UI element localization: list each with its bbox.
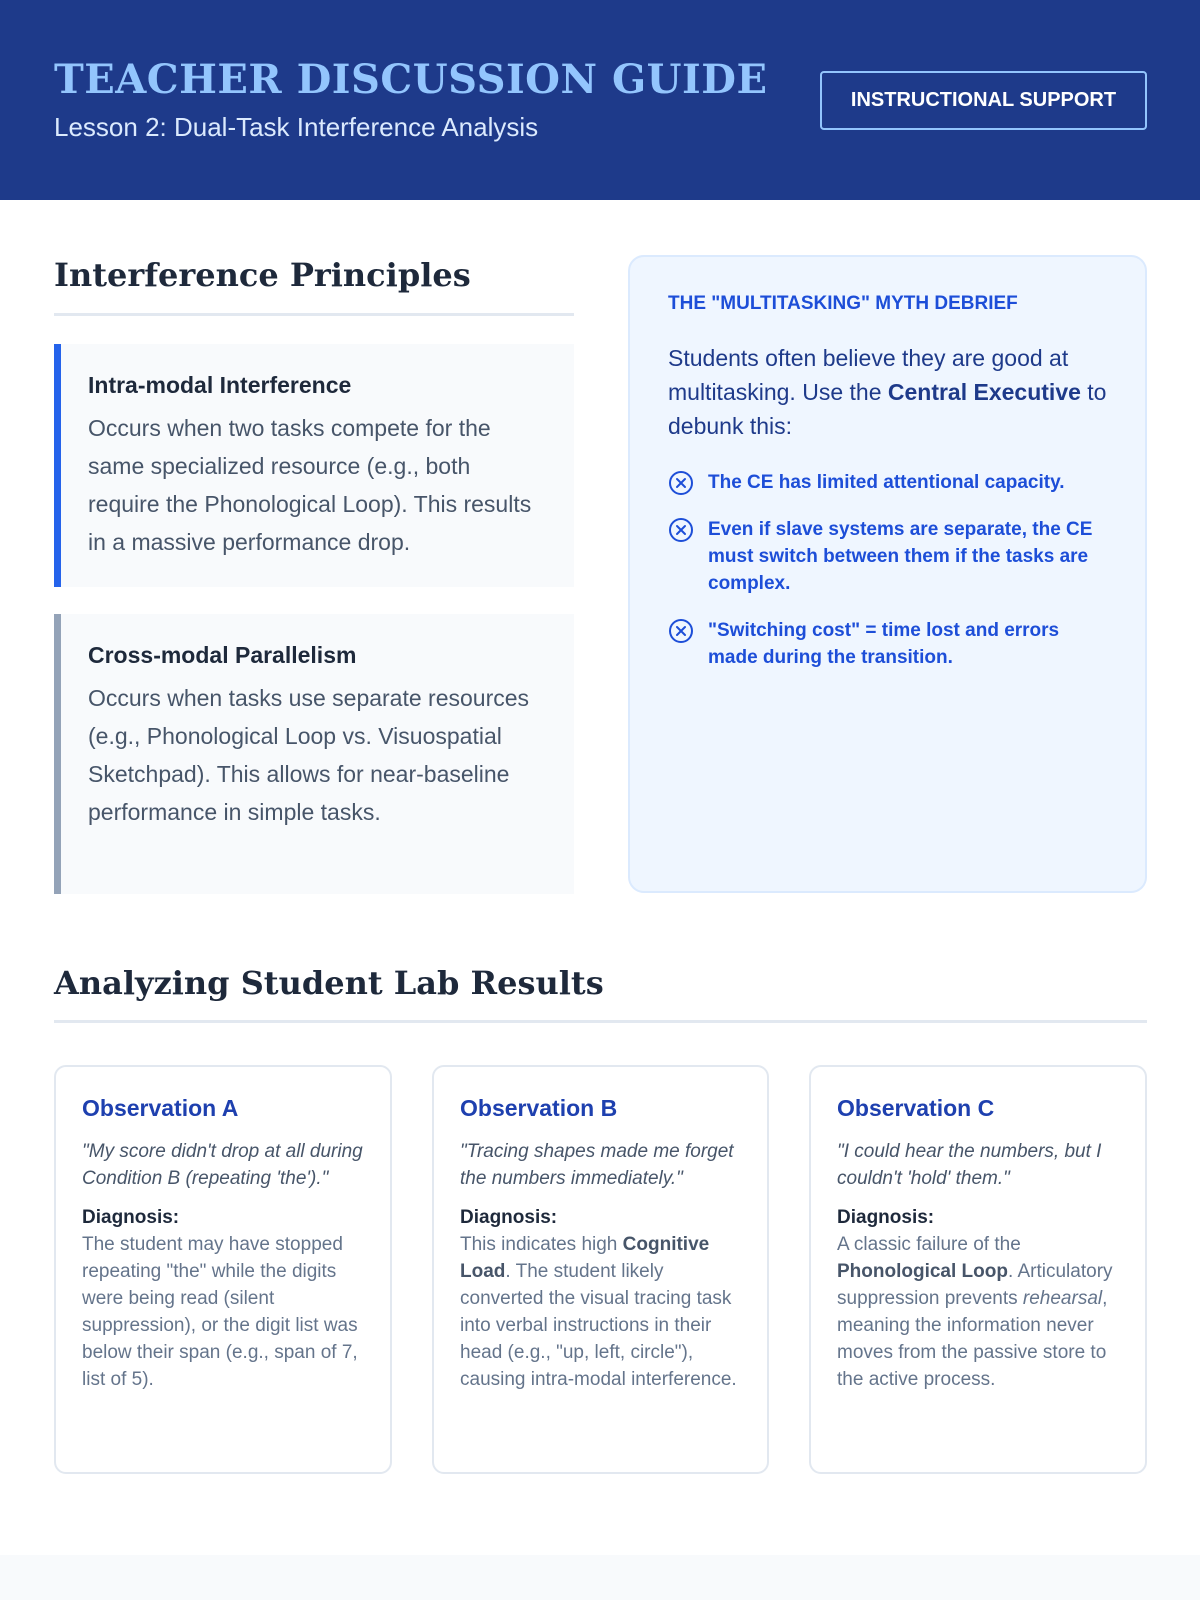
diagnosis-label: Diagnosis: [460,1207,558,1228]
principle-card-intra-modal [54,344,574,587]
lab-results-divider [54,1020,1147,1023]
diagnosis-label: Diagnosis: [837,1207,935,1228]
principle-title: Cross-modal Parallelism [88,642,357,668]
principle-card-cross-modal [54,614,574,894]
student-quote: "Tracing shapes made me forget the numbers immediately." [460,1141,734,1189]
myth-point [668,617,1107,671]
circle-x-icon [668,517,694,543]
observation-card-b [432,1065,769,1474]
principles-heading: Interference Principles [54,256,471,294]
principle-title: Intra-modal Interference [88,372,352,398]
principles-divider [54,313,574,316]
page-subtitle: Lesson 2: Dual-Task Interference Analysis [54,112,539,142]
myth-point-text: Even if slave systems are separate, the CE must switch between them if the tasks are complex. [708,519,1093,594]
observation-card-a [54,1065,392,1474]
student-quote: "I could hear the numbers, but I couldn't 'hold' them." [837,1141,1102,1189]
myth-intro: Students often believe they are good at multitasking. Use the Central Executive to debunk this: [668,345,1107,439]
myth-points [668,469,1107,671]
observation-title: Observation C [837,1095,995,1121]
myth-point [668,469,1107,496]
myth-title: THE "MULTITASKING" MYTH DEBRIEF [668,293,1018,314]
circle-x-icon [668,618,694,644]
rehearsal-term: rehearsal [1022,1288,1103,1309]
page-header [0,0,1200,200]
observation-title: Observation A [82,1095,239,1121]
diagnosis-text: A classic failure of the Phonological Loop. Articulatory suppression prevents rehearsal, meaning the information never moves from the passive store to the active process. [837,1234,1113,1390]
circle-x-icon [668,470,694,496]
diagnosis-text: The student may have stopped repeating "the" while the digits were being read (silent suppression), or the digit list was below their span (e.g., span of 7, list of 5). [82,1234,358,1390]
principle-body: Occurs when tasks use separate resources (e.g., Phonological Loop vs. Visuospatial Sketchpad). This allows for near-baseline performance in simple tasks. [88,685,530,825]
central-executive-term: Central Executive [887,379,1081,405]
student-quote: "My score didn't drop at all during Condition B (repeating 'the')." [82,1141,363,1189]
lab-results-heading: Analyzing Student Lab Results [54,964,604,1002]
myth-point-text: "Switching cost" = time lost and errors made during the transition. [708,620,1060,668]
multitasking-myth-panel [628,255,1147,893]
footer-band [0,1555,1200,1600]
phonological-loop-term: Phonological Loop [837,1261,1008,1282]
myth-point [668,516,1107,597]
diagnosis-text: This indicates high Cognitive Load. The student likely converted the visual tracing task into verbal instructions in their head (e.g., "up, left, circle"), causing intra-modal interference. [460,1234,737,1390]
diagnosis-label: Diagnosis: [82,1207,180,1228]
observation-title: Observation B [460,1095,618,1121]
cognitive-load-term: Cognitive Load [460,1234,710,1282]
observation-card-c [809,1065,1147,1474]
page-title: TEACHER DISCUSSION GUIDE [54,56,768,103]
instructional-support-badge: INSTRUCTIONAL SUPPORT [820,71,1147,130]
myth-point-text: The CE has limited attentional capacity. [708,472,1065,493]
principle-body: Occurs when two tasks compete for the same specialized resource (e.g., both require the Phonological Loop). This results in a massive performance drop. [88,415,532,555]
